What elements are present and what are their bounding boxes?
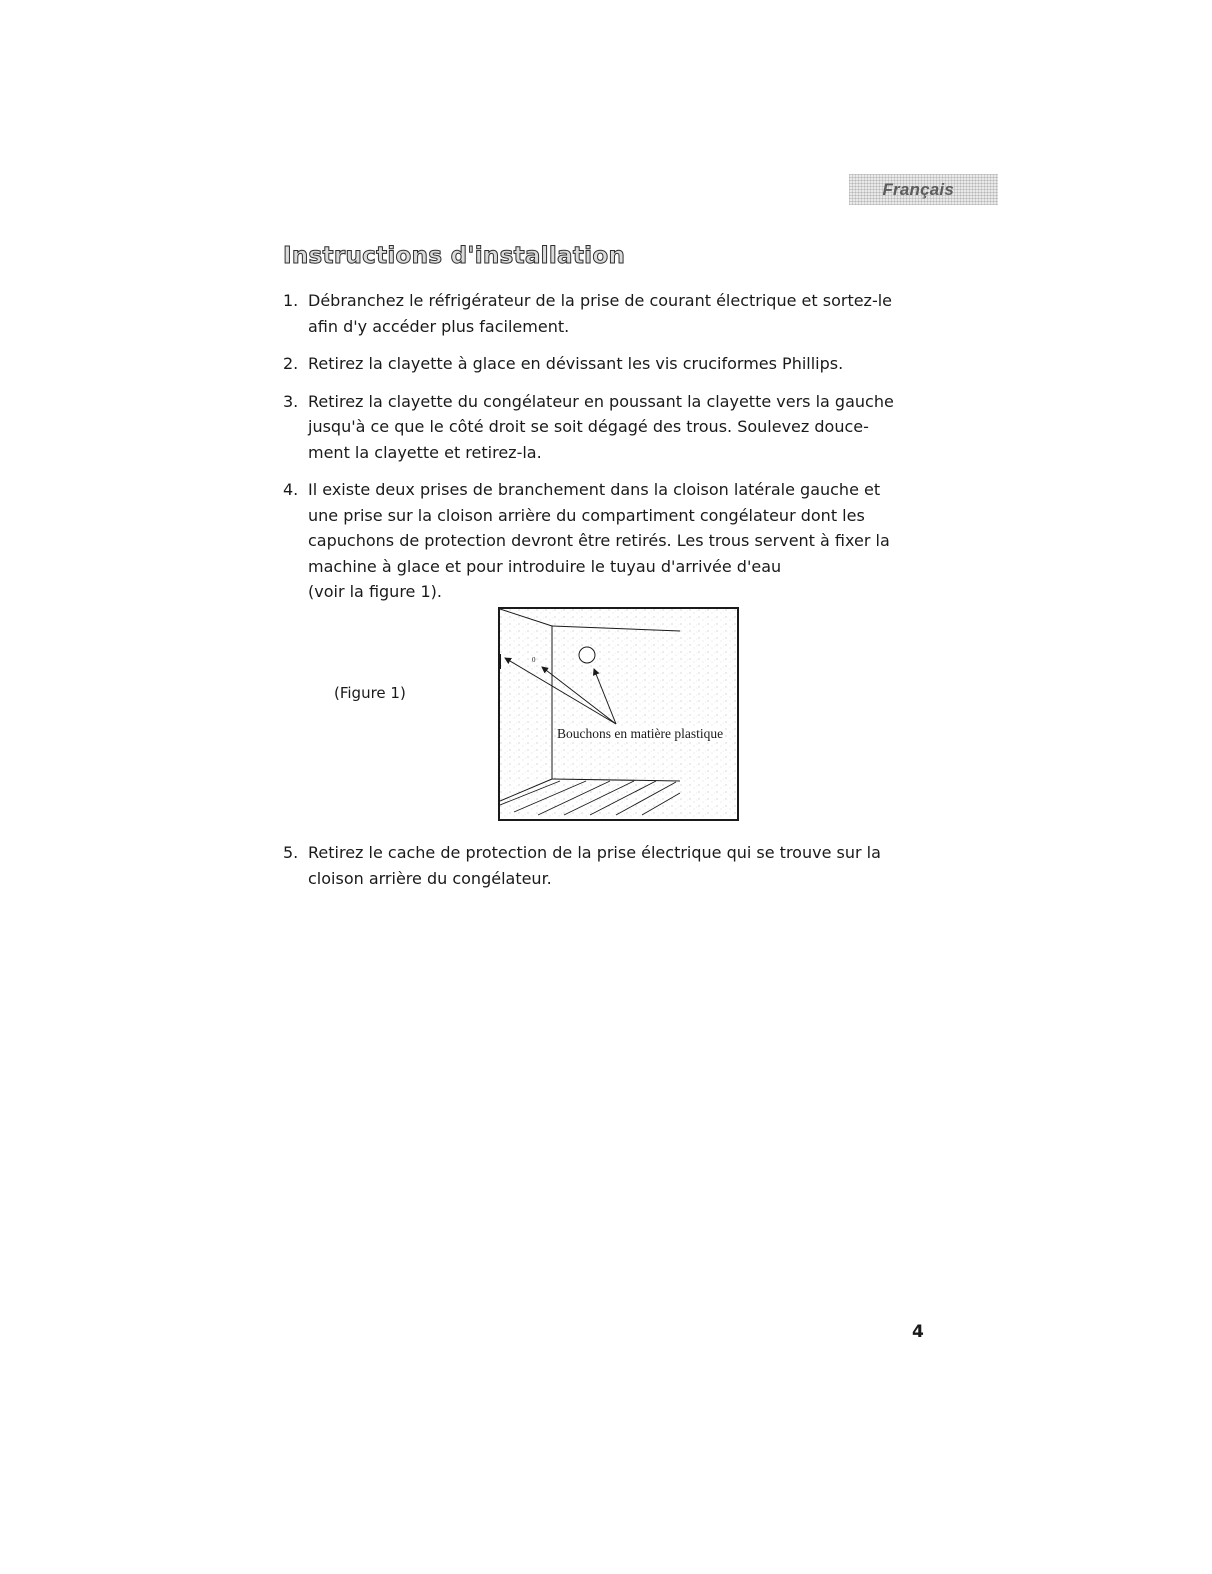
step-text-line: ment la clayette et retirez-la. xyxy=(308,442,542,462)
instruction-steps xyxy=(283,288,923,617)
figure-illustration xyxy=(498,607,739,821)
page-number: 4 xyxy=(912,1322,924,1342)
step-text-line: Retirez la clayette du congélateur en poussant la clayette vers la gauche xyxy=(308,391,894,411)
figure-caption: (Figure 1) xyxy=(334,684,406,702)
step-number: 2. xyxy=(283,354,299,373)
step-2 xyxy=(283,351,923,377)
freezer-compartment-drawing xyxy=(500,609,737,819)
step-text-line: cloison arrière du congélateur. xyxy=(308,868,552,888)
step-text-line: capuchons de protection devront être retirés. Les trous servent à fixer la xyxy=(308,531,890,550)
step-text-line: Retirez le cache de protection de la prise électrique qui se trouve sur la xyxy=(308,843,881,862)
step-text-line: Il existe deux prises de branchement dans la cloison latérale gauche et xyxy=(308,480,881,499)
back-wall-hole xyxy=(579,647,595,663)
page-title: Instructions d'installation xyxy=(283,243,626,269)
step-text-line: Retirez la clayette à glace en dévissant les vis cruciformes Phillips. xyxy=(308,354,844,373)
step-5 xyxy=(283,840,948,891)
step-text-line: Débranchez le réfrigérateur de la prise de courant électrique et sortez-le xyxy=(308,291,893,310)
step-3 xyxy=(283,389,923,466)
step-4 xyxy=(283,477,923,605)
step-number: 5. xyxy=(283,843,299,862)
step-text-line: machine à glace et pour introduire le tuyau d'arrivée d'eau xyxy=(308,556,782,576)
step-text-line: jusqu'à ce que le côté droit se soit dégagé des trous. Soulevez douce- xyxy=(308,417,869,436)
step-number: 3. xyxy=(283,391,299,411)
step-text-line: (voir la figure 1). xyxy=(308,582,442,601)
step-number: 4. xyxy=(283,480,299,499)
figure-label: Bouchons en matière plastique xyxy=(557,726,724,741)
step-number: 1. xyxy=(283,291,299,310)
language-badge xyxy=(849,174,998,205)
language-badge-label: Français xyxy=(882,180,954,199)
step-text-line: une prise sur la cloison arrière du compartiment congélateur dont les xyxy=(308,505,865,525)
wall-texture xyxy=(500,609,737,819)
small-mark: 0 xyxy=(532,656,536,664)
step-1 xyxy=(283,288,923,339)
step-text-line: afin d'y accéder plus facilement. xyxy=(308,316,570,336)
